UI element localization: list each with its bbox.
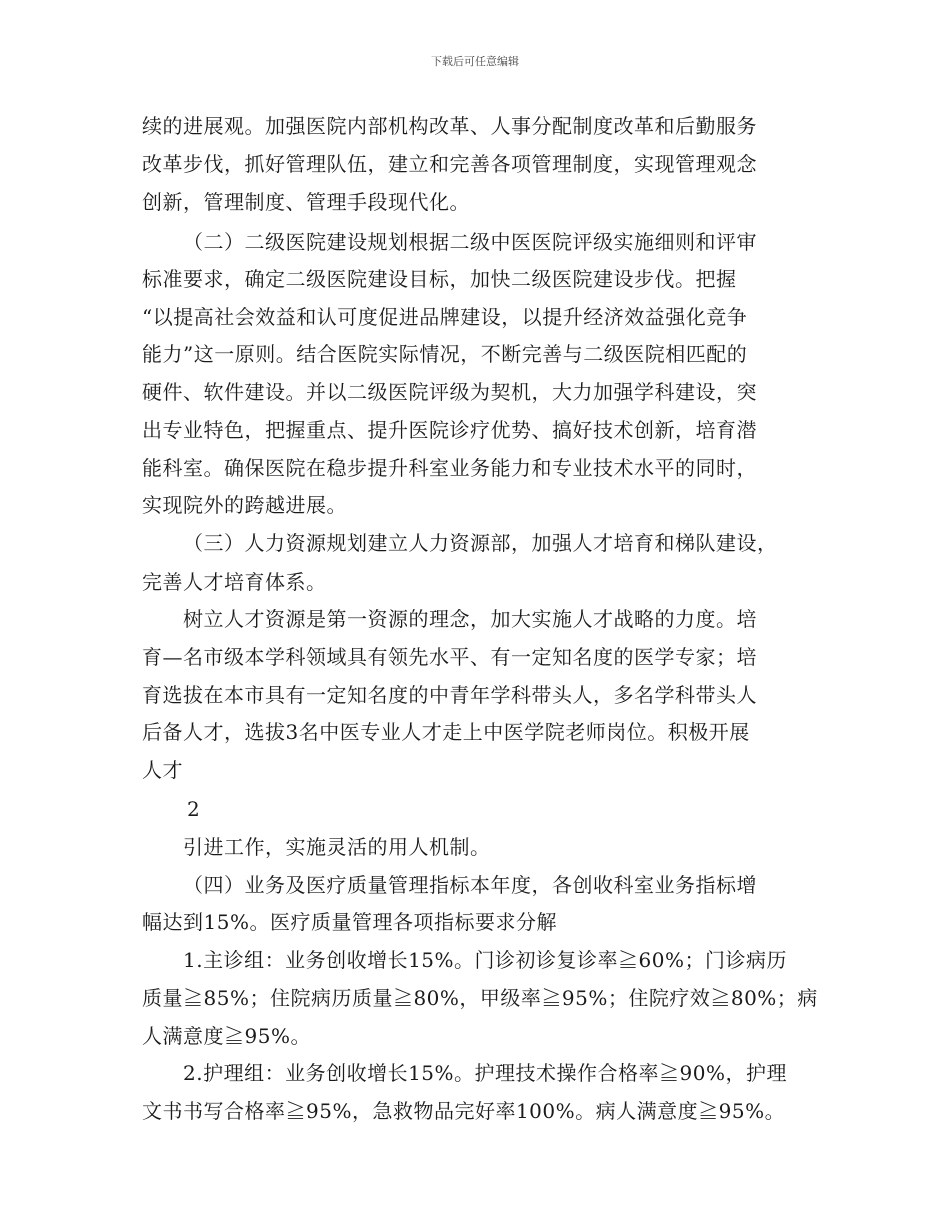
list-item-2: 2.护理组：业务创收增长15%。护理技术操作合格率≧90%，护理 [183, 1061, 787, 1085]
body-line: 实现院外的跨越进展。 [142, 493, 347, 517]
body-line: 引进工作，实施灵活的用人机制。 [183, 835, 491, 859]
page-number: 2 [187, 797, 201, 821]
body-line: “以提高社会效益和认可度促进品牌建设，以提升经济效益强化竞争 [142, 305, 748, 329]
body-line: 出专业特色，把握重点、提升医院诊疗优势、搞好技术创新，培育潜 [142, 418, 757, 442]
body-line: 质量≧85%；住院病历质量≧80%，甲级率≧95%；住院疗效≧80%；病 [142, 986, 818, 1010]
body-line: 硬件、软件建设。并以二级医院评级为契机，大力加强学科建设，突 [142, 380, 757, 404]
body-line: 人满意度≧95%。 [142, 1024, 311, 1048]
body-line: 创新，管理制度、管理手段现代化。 [142, 190, 470, 214]
list-item-1: 1.主诊组：业务创收增长15%。门诊初诊复诊率≧60%；门诊病历 [183, 948, 787, 972]
section-heading-3: （三）人力资源规划建立人力资源部，加强人才培育和梯队建设， [183, 531, 778, 555]
body-line: 育选拔在本市具有一定知名度的中青年学科带头人，多名学科带头人 [142, 683, 757, 707]
body-line: 人才 [142, 758, 183, 782]
body-line: 能力”这一原则。结合医院实际情况，不断完善与二级医院相匹配的 [142, 342, 748, 366]
paragraph-start: 树立人才资源是第一资源的理念，加大实施人才战略的力度。培 [183, 607, 757, 631]
body-line: 幅达到15%。医疗质量管理各项指标要求分解 [142, 910, 557, 934]
body-line: 育—名市级本学科领域具有领先水平、有一定知名度的医学专家；培 [142, 645, 757, 669]
page-header: 下载后可任意编辑 [431, 55, 519, 68]
section-heading-2: （二）二级医院建设规划根据二级中医医院评级实施细则和评审 [183, 230, 757, 254]
body-line: 续的进展观。加强医院内部机构改革、人事分配制度改革和后勤服务 [142, 114, 757, 138]
body-line: 后备人才，选拔3名中医专业人才走上中医学院老师岗位。积极开展 [142, 720, 750, 744]
body-line: 文书书写合格率≧95%，急救物品完好率100%。病人满意度≧95%。 [142, 1099, 786, 1123]
body-line: 能科室。确保医院在稳步提升科室业务能力和专业技术水平的同时， [142, 456, 757, 480]
section-heading-4: （四）业务及医疗质量管理指标本年度，各创收科室业务指标增 [183, 873, 757, 897]
body-line: 完善人才培育体系。 [142, 570, 327, 594]
body-line: 标准要求，确定二级医院建设目标，加快二级医院建设步伐。把握 [142, 267, 737, 291]
body-line: 改革步伐，抓好管理队伍，建立和完善各项管理制度，实现管理观念 [142, 152, 757, 176]
